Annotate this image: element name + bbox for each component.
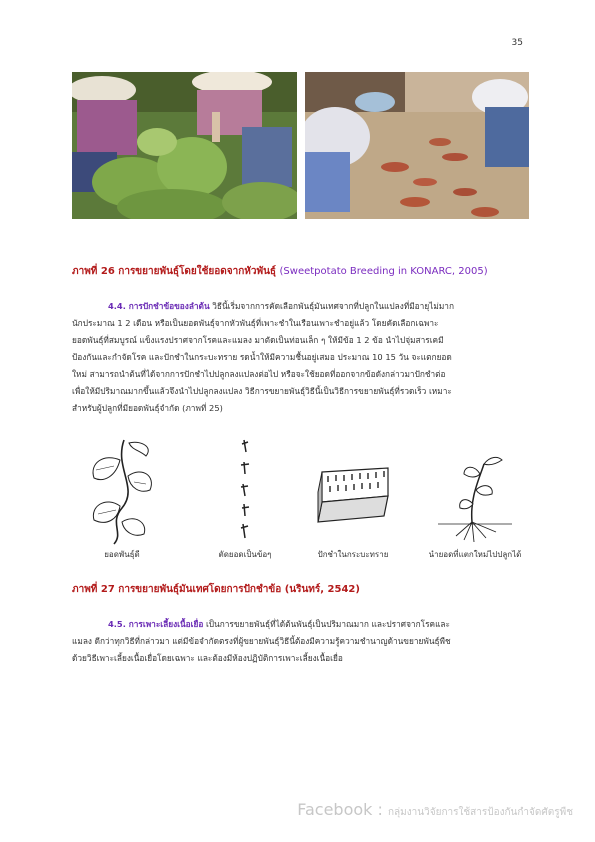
text-line: วิธีนี้เริ่มจากการคัดเลือกพันธุ์มันเทศจากที่ปลูกในแปลงที่มีอายุไม่มาก (212, 301, 454, 311)
text-line: ยอดพันธุ์ที่สมบูรณ์ แข็งแรงปราศจากโรคและแมลง มาตัดเป็นท่อนเล็ก ๆ ให้มีข้อ 1 2 ข้อ นำไปจุ่มสารเคมี (72, 335, 444, 345)
figure-26-caption (72, 264, 488, 279)
illustration-cut-segments (232, 438, 258, 546)
illustration-good-vine (84, 438, 160, 546)
figure-27-caption: ภาพที่ 27 การขยายพันธุ์มันเทศโดยการปักชำข้อ (นรินทร์, 2542) (72, 584, 360, 595)
footer-brand: Facebook : (297, 800, 383, 819)
figure-26-caption-th: ภาพที่ 26 การขยายพันธุ์โดยใช้ยอดจากหัวพันธุ์ (72, 266, 277, 277)
illustration-label: นำยอดที่แตกใหม่ไปปลูกได้ (428, 550, 522, 559)
text-line: ใหม่ สามารถนำต้นที่ได้จากการปักชำไปปลูกลงแปลงต่อไป หรือจะใช้ยอดที่ออกจากข้อดังกล่าวมาปักชำต่อ (72, 369, 446, 379)
photo-harvesting-vines (72, 72, 297, 219)
text-line: ด้วยวิธีเพาะเลี้ยงเนื้อเยื่อโดยเฉพาะ และต้องมีห้องปฏิบัติการเพาะเลี้ยงเนื้อเยื่อ (72, 653, 343, 663)
text-line: แมลง ดีกว่าทุกวิธีที่กล่าวมา แต่มีข้อจำกัดตรงที่ผู้ขยายพันธุ์วิธีนี้ต้องมีความรู้ความชำนาญด้านขยายพันธุ์พืช (72, 636, 451, 646)
illustration-rooted-shoot (434, 438, 516, 546)
photo-planting-tubers (305, 72, 529, 219)
illustration-label: ปักชำในกระบะทราย (317, 550, 389, 559)
page-number: 35 (511, 38, 523, 48)
section-4-4-paragraph (72, 298, 524, 417)
footer-watermark (297, 800, 573, 820)
footer-group: กลุ่มงานวิจัยการใช้สารป้องกันกำจัดศัตรูพืช (388, 807, 573, 818)
figure-26-caption-en: (Sweetpotato Breeding in KONARC, 2005) (279, 266, 488, 277)
text-line: สำหรับผู้ปลูกที่มียอดพันธุ์จำกัด (ภาพที่ 25) (72, 403, 223, 413)
illustration-sand-tray (314, 438, 392, 546)
text-line: ป้องกันและกำจัดโรค และปักชำในกระบะทราย รดน้ำให้มีความชื้นอยู่เสมอ ประมาณ 10 15 วัน จะแตกยอด (72, 352, 452, 362)
section-4-4-heading: 4.4. การปักชำข้อของลำต้น (108, 301, 210, 311)
text-line: เพื่อให้มีปริมาณมากขึ้นแล้วจึงนำไปปลูกลงแปลง วิธีการขยายพันธุ์วิธีนี้เป็นวิธีการขยายพันธุ์ที่รวดเร็ว เหมาะ (72, 386, 452, 396)
illustration-label: ยอดพันธุ์ดี (104, 550, 140, 559)
text-line: นักประมาณ 1 2 เดือน หรือเป็นยอดพันธุ์จากหัวพันธุ์ที่เพาะชำในเรือนเพาะชำอยู่แล้ว โดยคัดเลือกเฉพาะ (72, 318, 439, 328)
illustration-label: ตัดยอดเป็นข้อๆ (218, 550, 272, 559)
section-4-5-heading: 4.5. การเพาะเลี้ยงเนื้อเยื่อ (108, 619, 204, 629)
section-4-5-paragraph (72, 616, 524, 667)
text-line: เป็นการขยายพันธุ์ที่ได้ต้นพันธุ์เป็นปริมาณมาก และปราศจากโรคและ (205, 619, 450, 629)
